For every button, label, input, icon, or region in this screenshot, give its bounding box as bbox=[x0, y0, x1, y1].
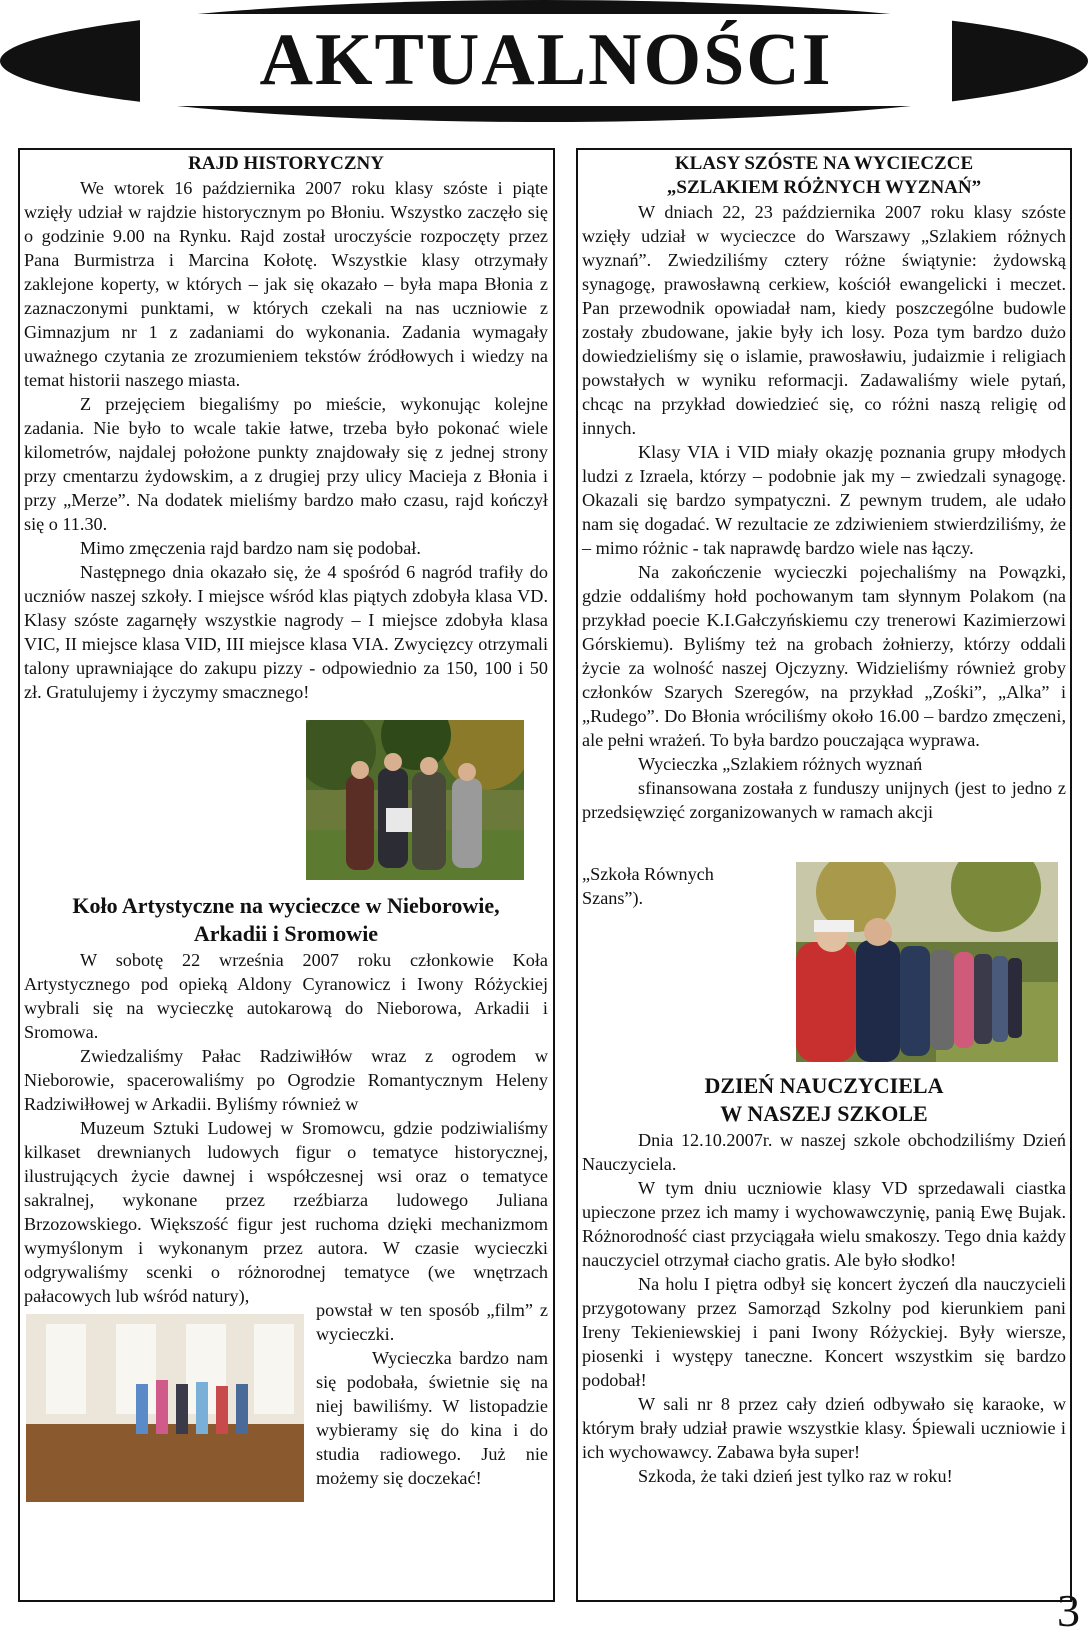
article-body bbox=[24, 948, 548, 1308]
article-title-line2: W NASZEJ SZKOLE bbox=[720, 1101, 928, 1126]
paragraph: W sali nr 8 przez cały dzień odbywało się karaoke, w którym brały udział prawie wszystkie klasy. Śpiewali uczniowie i ich wychowawcy. Zabawa była super! bbox=[582, 1394, 1066, 1462]
article-klasy bbox=[582, 152, 1066, 824]
rajd-photo bbox=[306, 720, 524, 880]
article-body bbox=[24, 176, 548, 704]
rajd-photo-image bbox=[306, 720, 524, 880]
paragraph: powstał w ten sposób „film” z wycieczki. bbox=[316, 1300, 548, 1344]
paragraph: Wycieczka bardzo nam się podobała, świetnie się na niej bawiliśmy. W listopadzie wybieramy się do kina i do studia radiowego. Już nie możemy się doczekać! bbox=[316, 1348, 548, 1488]
paragraph: sfinansowana została z funduszy unijnych (jest to jedno z przedsięwzięć zorganizowanych w ramach akcji bbox=[582, 778, 1066, 822]
page-title: AKTUALNOŚCI bbox=[259, 19, 833, 101]
header-banner bbox=[0, 0, 1088, 122]
article-title-line2: „SZLAKIEM RÓŻNYCH WYZNAŃ” bbox=[666, 177, 982, 198]
article-dzien bbox=[582, 1072, 1066, 1488]
palace-photo-image bbox=[26, 1314, 304, 1502]
paragraph: Następnego dnia okazało się, że 4 spośród 6 nagród trafiły do uczniów naszej szkoły. I miejsce wśród klas piątych zdobyła klasa VD. Klasy szóste zagarnęły wszystkie nagrody – I miejsce zdobyła klasa VIC, II miejsce klasa VID, III miejsce klasa VIA. Zwycięzcy otrzymali talony uprawniające do zakupu pizzy - odpowiednio za 150, 100 i 50 zł. Gratulujemy i życzymy smacznego! bbox=[24, 562, 548, 702]
paragraph: W dniach 22, 23 października 2007 roku klasy szóste wzięły udział w wycieczce do Warszawy „Szlakiem różnych wyznań”. Zwiedziliśmy cztery różne świątynie: żydowską synagogę, prawosławną cerkiew, kościół ewangelicki i meczet. Pan przewodnik opowiadał nam, kiedy poszczególne budowle zostały zbudowane, jakie były ich losy. Poza tym bardzo dużo dowiedzieliśmy się o islamie, prawosławiu, judaizmie i religiach powstałych w wyniku reformacji. Zadawaliśmy wiele pytań, chcąc na przykład dowiedzieć się, co różni naszą religię od innych. bbox=[582, 202, 1066, 438]
left-column bbox=[18, 148, 555, 1602]
paragraph: Klasy VIA i VID miały okazję poznania grupy młodych ludzi z Izraela, którzy – podobnie jak my – zwiedzali synagogę. Okazali się bardzo sympatyczni. Z pewnym trudem, ale udało nam się dogadać. W rezultacie ze zdziwieniem stwierdziliśmy, że – mimo różnic - tak naprawdę bardzo wiele nas łączy. bbox=[582, 442, 1066, 558]
paragraph: Mimo zmęczenia rajd bardzo nam się podobał. bbox=[80, 538, 421, 558]
paragraph: W sobotę 22 września 2007 roku członkowie Koła Artystycznego pod opieką Aldony Cyranowicz i Iwony Różyckiej wybrali się na wycieczkę autokarową do Nieborowa, Arkadii i Sromowa. bbox=[24, 950, 548, 1042]
paragraph: We wtorek 16 października 2007 roku klasy szóste i piąte wzięły udział w rajdzie historycznym po Błoniu. Wszystko zaczęło się o godzinie 9.00 na Rynku. Rajd został uroczyście rozpoczęty przez Pana Burmistrza i Marcina Kołotę. Wszystkie klasy otrzymały zaklejone koperty, w których – jak się okazało – była mapa Błonia z zaznaczonymi punktami, w których czekali na nas uczniowie z Gimnazjum nr 1 z zadaniami do wykonania. Zadania wymagały uważnego czytania ze zrozumieniem tekstów źródłowych i wiedzy na temat historii naszego miasta. bbox=[24, 178, 548, 390]
paragraph: Szkoda, że taki dzień jest tylko raz w roku! bbox=[638, 1466, 953, 1486]
paragraph: W tym dniu uczniowie klasy VD sprzedawali ciastka upieczone przez ich mamy i wychowawczynię, panią Ewę Bujak. Różnorodność ciast przyciągała wielu smakoszy. Tego dnia każdy nauczyciel otrzymał ciacho gratis. Ale było słodko! bbox=[582, 1178, 1066, 1270]
article-title-line1: DZIEŃ NAUCZYCIELA bbox=[704, 1073, 944, 1098]
klasy-tail bbox=[582, 862, 792, 910]
paragraph: Wycieczka „Szlakiem różnych wyznań bbox=[638, 754, 923, 774]
article-title-line2: Arkadii i Sromowie bbox=[193, 921, 379, 946]
paragraph: Muzeum Sztuki Ludowej w Sromowcu, gdzie podziwialiśmy kilkaset drewnianych ludowych figur o tematyce historycznej, ilustrujących życie dawnej i współczesnej wsi oraz o tematyce sakralnej, wykonane przez rzeźbiarza ludowego Juliana Brzozowskiego. Większość figur jest ruchoma dzięki mechanizmom wymyślonym i wykonanym przez autora. W czasie wycieczki odgrywaliśmy scenki o różnorodnej tematyce (we wnętrzach pałacowych lub wśród natury), bbox=[24, 1118, 548, 1306]
kolo-side-text bbox=[316, 1298, 548, 1490]
paragraph: Z przejęciem biegaliśmy po mieście, wykonując kolejne zadania. Nie było to wcale takie łatwe, trzeba było pokonać wiele kilometrów, najdalej położone punkty znajdowały się z jednej strony przy cmentarzu żydowskim, a z drugiej przy ulicy Macieja z Błonia i przy „Merze”. Na dodatek mieliśmy bardzo mało czasu, rajd kończył się o 11.30. bbox=[24, 394, 548, 534]
article-rajd bbox=[24, 152, 548, 704]
cemetery-photo-image bbox=[796, 862, 1058, 1062]
article-body bbox=[582, 200, 1066, 824]
palace-photo bbox=[26, 1314, 304, 1502]
right-column bbox=[576, 148, 1072, 1602]
page-number: 3 bbox=[1057, 1585, 1080, 1636]
article-title: RAJD HISTORYCZNY bbox=[188, 153, 384, 174]
article-kolo bbox=[24, 892, 548, 1308]
paragraph: Na zakończenie wycieczki pojechaliśmy na Powązki, gdzie oddaliśmy hołd pochowanym tam słynnym Polakom (na przykład poecie K.I.Gałczyńskiemu czy trenerowi Kazimierzowi Górskiemu). Byliśmy też na grobach żołnierzy, którzy oddali życie za wolność naszej Ojczyzny. Widzieliśmy również groby członków Szarych Szeregów, na przykład „Zośki”, „Alka” i „Rudego”. Do Błonia wróciliśmy około 16.00 – bardzo zmęczeni, ale pełni wrażeń. To była bardzo pouczająca wyprawa. bbox=[582, 562, 1066, 750]
paragraph: „Szkoła Równych bbox=[582, 864, 714, 884]
article-body bbox=[582, 1128, 1066, 1488]
paragraph: Na holu I piętra odbył się koncert życzeń dla nauczycieli przygotowany przez Samorząd Szkolny pod kierunkiem pani Ireny Tekieniewskiej i pani Iwony Różyckiej. Były wiersze, piosenki i występy taneczne. Koncert wszystkim się bardzo podobał! bbox=[582, 1274, 1066, 1390]
article-title-line1: KLASY SZÓSTE NA WYCIECZCE bbox=[674, 153, 974, 174]
banner-inner bbox=[140, 14, 952, 106]
paragraph: Zwiedzaliśmy Pałac Radziwiłłów wraz z ogrodem w Nieborowie, spacerowaliśmy po Ogrodzie Romantycznym Heleny Radziwiłłowej w Arkadii. Byliśmy również w bbox=[24, 1046, 548, 1114]
article-title-line1: Koło Artystyczne na wycieczce w Nieborowie, bbox=[72, 893, 500, 918]
paragraph: Szans”). bbox=[582, 888, 644, 908]
paragraph: Dnia 12.10.2007r. w naszej szkole obchodziliśmy Dzień Nauczyciela. bbox=[582, 1130, 1066, 1174]
cemetery-photo bbox=[796, 862, 1058, 1062]
